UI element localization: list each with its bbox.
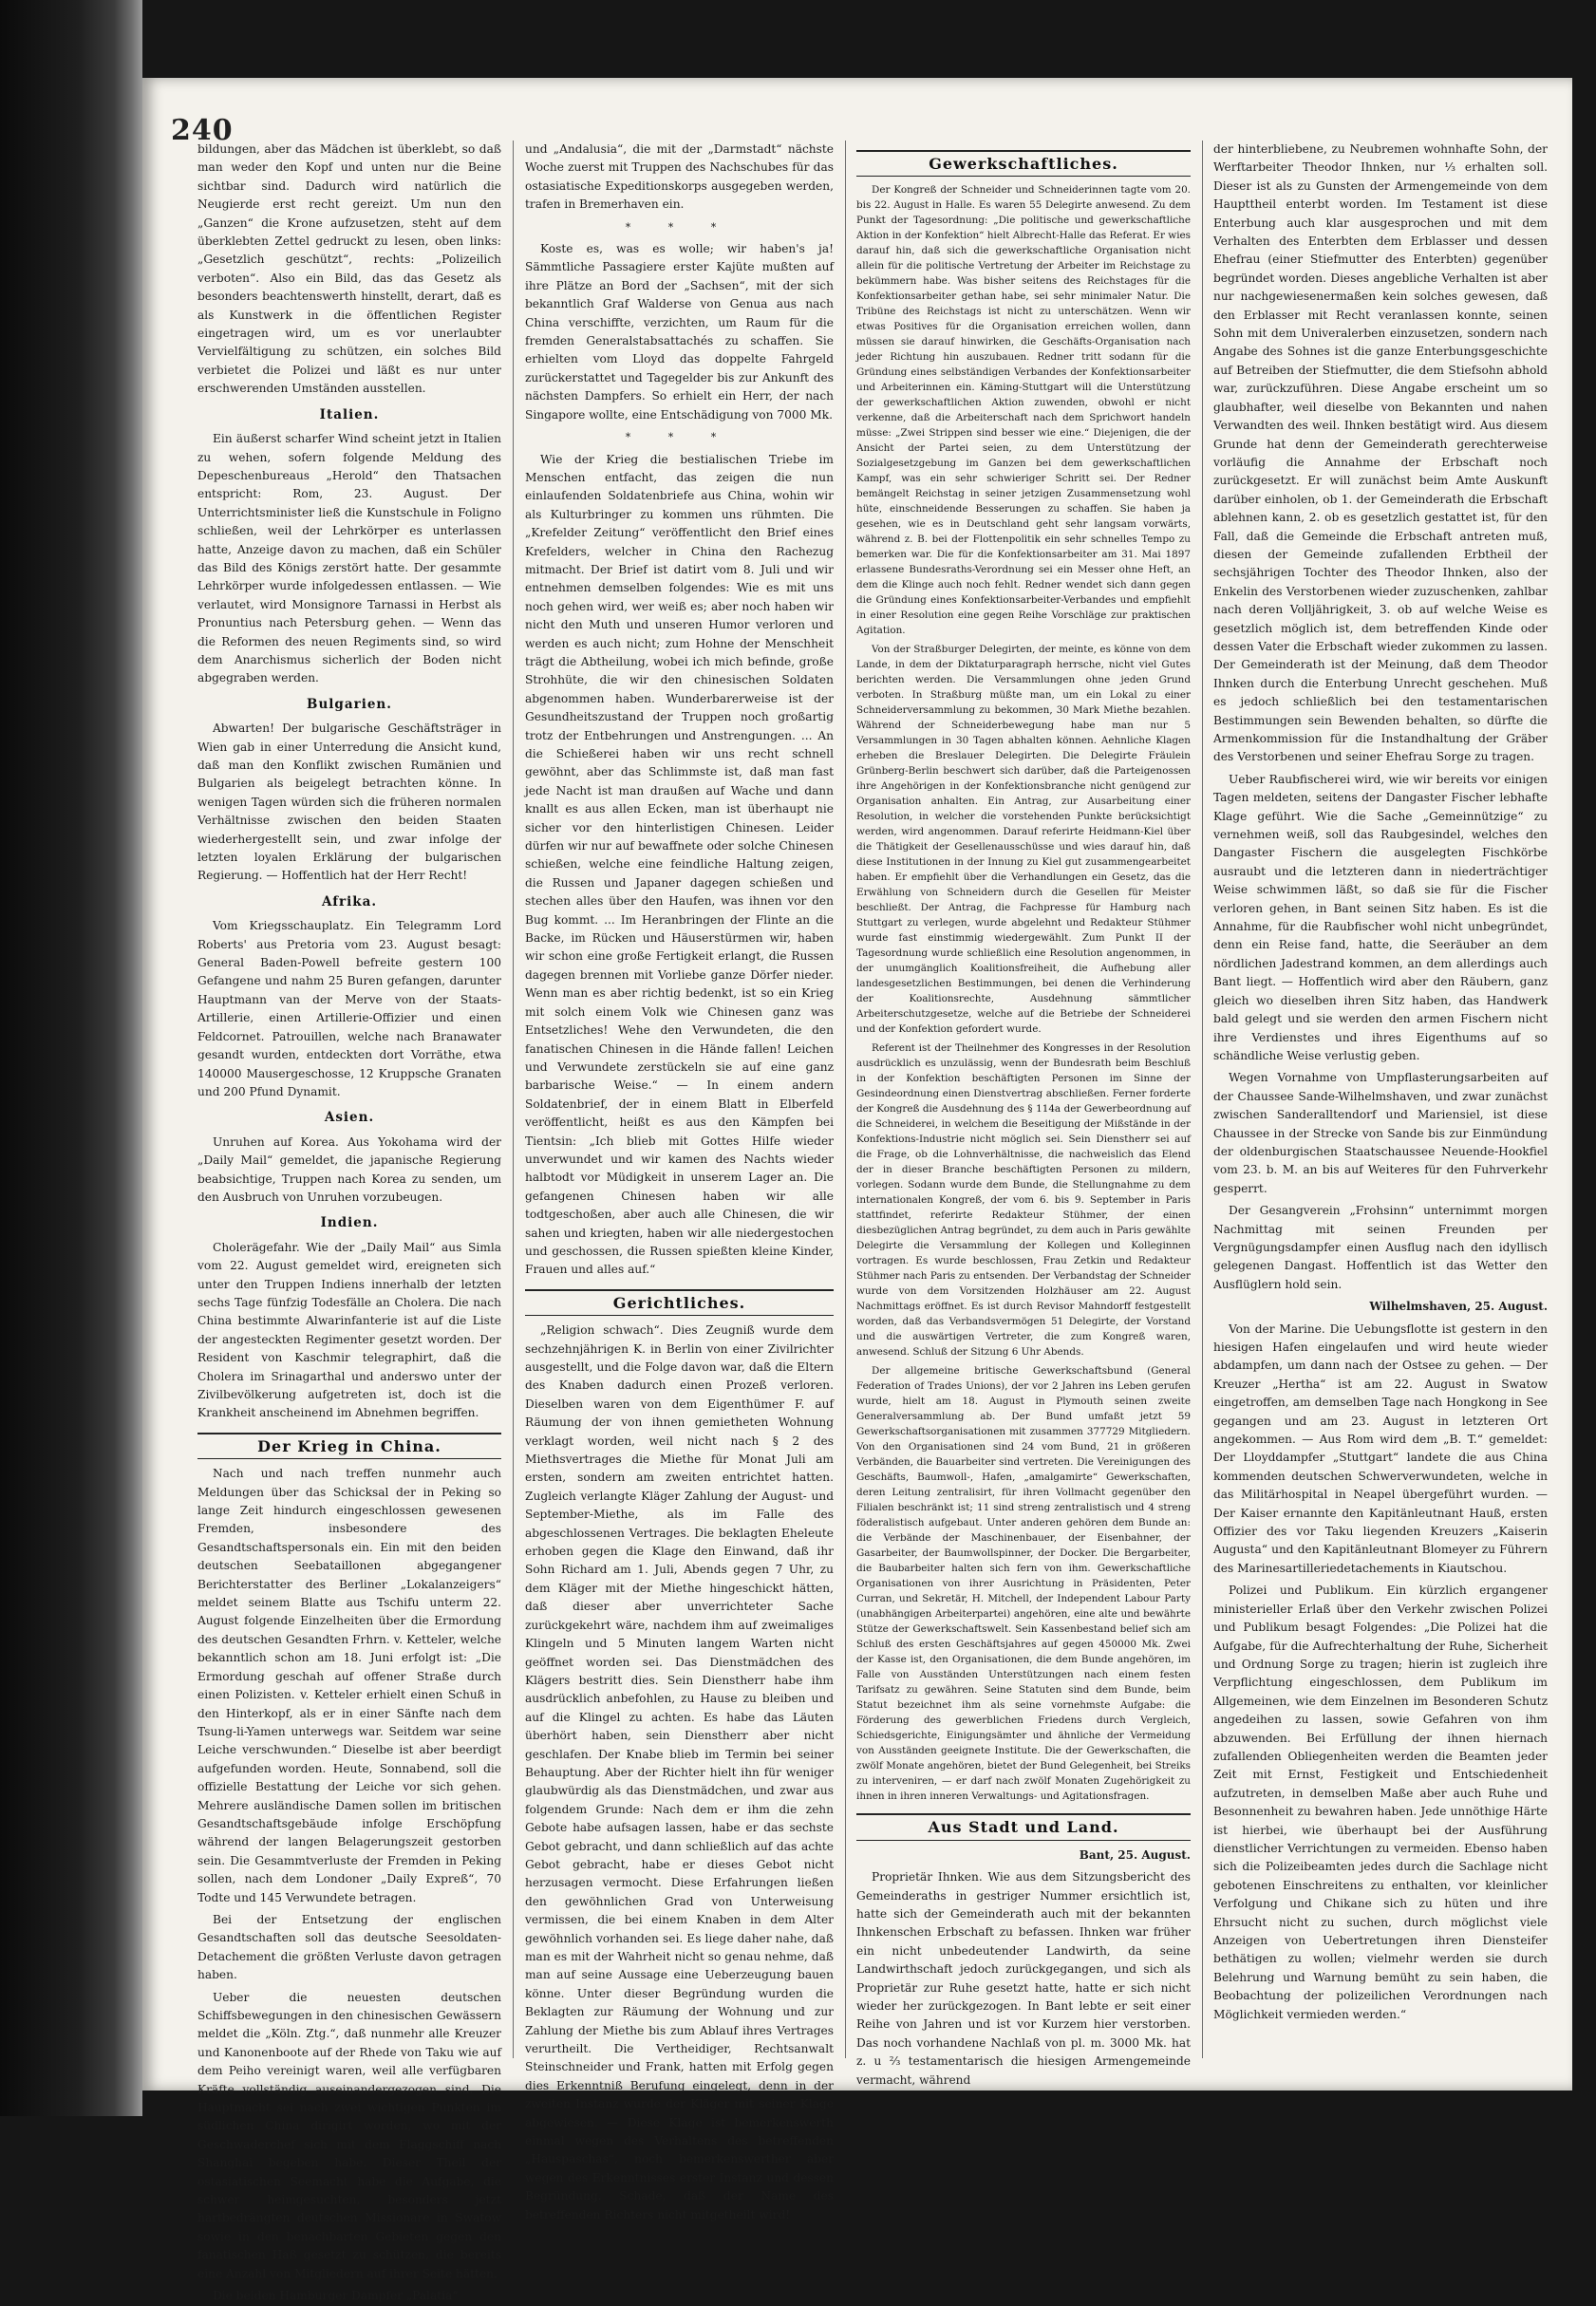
paragraph: und „Andalusia“, die mit der „Darmstadt“ nächste Woche zuerst mit Truppen des Nachschubes für das ostasiatische Expeditionskorps ausgegeben werden, trafen in Bremerhaven ein. (525, 142, 834, 212)
paragraph: Polizei und Publikum. Ein kürzlich ergangener ministerieller Erlaß über den Verkehr zwischen Polizei und Publikum besagt Folgendes: „Die Polizei hat die Aufgabe, für die Aufrechterhaltung der Ruhe, Sicherheit und Ordnung Sorge zu tragen; hierin ist zugleich ihre Verpflichtung eingeschlossen, dem Publikum im Allgemeinen, wie dem Einzelnen im Besonderen Schutz angedeihen zu lassen, sowie Gefahren von ihm abzuwenden. Bei Erfüllung der ihnen hiernach zufallenden Obliegenheiten werden die Beamten jeder Zeit mit Ernst, Festigkeit und Entschiedenheit aufzutreten, in demselben Maße aber auch Ruhe und Besonnenheit zu bewahren haben. Jede unnöthige Härte ist hierbei, wie überhaupt bei der Ausführung dienstlicher Verrichtungen zu vermeiden. Ebenso haben sich die Polizeibeamten jedes durch die Sachlage nicht gebotenen Einschreitens zu enthalten, vor kleinlicher Verfolgung und Chikane sich zu hüten und ihre Ehrsucht nicht zu suchen, durch möglichst viele Anzeigen von Uebertretungen ihren Diensteifer bethätigen zu wollen; vielmehr werden sie durch Belehrung und Warnung bemüht zu sein haben, die Beobachtung der polizeilichen Verordnungen nach Möglichkeit vermieden werden.“ (1213, 1584, 1548, 2021)
column-2 (525, 141, 834, 2222)
column-1 (197, 141, 501, 2303)
paragraph: Wegen Vornahme von Umpflasterungsarbeiten auf der Chaussee Sande-Wilhelmshaven, und zwar zunächst zwischen Sanderalltendorf und Mariensiel, ist diese Chaussee in der Strecke von Sande bis zur Einmündung der oldenburgischen Staatschaussee Neuende-Hookfiel vom 23. b. M. an bis auf Weiteres für den Fuhrverkehr gesperrt. (1213, 1071, 1548, 1195)
paragraph: Proprietär Ihnken. Wie aus dem Sitzungsbericht des Gemeinderaths in gestriger Nummer ersichtlich ist, hatte sich der Gemeinderath auch mit der bekannten Ihnkenschen Erbschaft zu befassen. Ihnken war früher ein nicht unbedeutender Landwirth, da seine Landwirthschaft jedoch zurückgegangen, und sich als Proprietär zur Ruhe gesetzt hatte, hatte er sich nicht wieder her zurückgezogen. In Bant lebte er seit einer Reihe von Jahren und ist vor Kurzem hier verstorben. Das noch vorhandene Nachlaß von pl. m. 3000 Mk. hat z. u ⅔ testamentarisch die hiesigen Armengemeinde vermacht, während (856, 1870, 1191, 2087)
paragraph: Von der Marine. Die Uebungsflotte ist gestern in den hiesigen Hafen eingelaufen und wird heute wieder abdampfen, um dann nach der Ostsee zu gehen. — Der Kreuzer „Hertha“ ist am 22. August in Swatow eingetroffen, am demselben Tage nach Hongkong in See gegangen und am 23. August in letzteren Ort angekommen. — Aus Rom wird dem „B. T.“ gemeldet: Der Lloyddampfer „Stuttgart“ landete die aus China kommenden deutschen Schwerverwundeten, welche in das Militärhospital in Neapel übergeführt wurden. — Der Kaiser ernannte den Kapitänleutnant Hauß, ersten Offizier des vor Taku liegenden Kreuzers „Kaiserin Augusta“ und den Kapitänleutnant Blomeyer zu Führern des Marinesartilleriedetachements in Kiautschou. (1213, 1322, 1548, 1575)
paragraph: Bei der Entsetzung der englischen Gesandtschaften soll das deutsche Seesoldaten-Detachement die größten Verluste davon getragen haben. (197, 1912, 501, 1982)
paragraph: der hinterbliebene, zu Neubremen wohnhafte Sohn, der Werftarbeiter Theodor Ihnken, nur ⅓ erhalten soll. Dieser ist als zu Gunsten der Armengemeinde von dem Haupttheil enterbt worden. Im Testament ist diese Enterbung auch klar ausgesprochen und mit dem Verhalten des Enterbten dem Erblasser und dessen Ehefrau (einer Stiefmutter des Enterbten) gegenüber begründet worden. Dieses angebliche Verhalten ist aber nur nachgewiesenermaßen kein solches gewesen, daß den Erblasser mit Recht veranlassen konnte, seinen Sohn mit dem Univeralerben einzusetzen, sondern nach Angabe des Sohnes ist die ganze Enterbungsgeschichte auf Betreiben der Stiefmutter, die dem Stiefsohn abhold war, zurückzuführen. Diese Angabe erscheint um so glaubhafter, weil dieselbe von Bekannten und nahen Verwandten des weil. Ihnken bestätigt wird. Aus diesem Grunde hat denn der Gemeinderath gerechterweise vorläufig die Annahme der Erbschaft noch zurückgesetzt. Er will zunächst beim Amte Auskunft darüber einholen, ob 1. der Gemeinderath die Erbschaft ablehnen kann, 2. ob es gesetzlich gestattet ist, für den Fall, daß die Gemeinde die Erbschaft antreten muß, diesen der Gemeinde zufallenden Erbtheil der sechsjährigen Tochter des Theodor Ihnken, also der Enkelin des Verstorbenen wieder zuzuschenken, zahlbar nach deren Volljährigkeit, 3. ob auf welche Weise es gesetzlich möglich ist, dem betreffenden Kinde oder dessen Vater die Erbschaft wieder zukommen zu lassen. Der Gemeinderath ist der Meinung, daß dem Theodor Ihnken durch die Enterbung Unrecht geschehen. Muß es jedoch schließlich bei den testamentarischen Bestimmungen sein Bewenden behalten, so dürfte die Armenkommission für die Instandhaltung der Gräber des Verstorbenen und seiner Ehefrau Sorge zu tragen. (1213, 142, 1548, 764)
separator-asterisks: * * * (625, 220, 734, 234)
column-rule (845, 141, 846, 2058)
paragraph: Der Kongreß der Schneider und Schneiderinnen tagte vom 20. bis 22. August in Halle. Es waren 55 Delegirte anwesend. Zu dem Punkt der Tagesordnung: „Die politische und gewerkschaftliche Aktion in der Konfektion“ hielt Albrecht-Halle das Referat. Er wies darauf hin, daß sich die gewerkschaftliche Organisation nicht allein für die politische Vertretung der Arbeiter im Reichstage zu bekümmern habe. Was bisher seitens des Reichstages für die Konfektionsarbeiter gethan habe, sei sehr minimaler Natur. Die Tribüne des Reichstags ist nicht zu unterschätzen. Wenn wir etwas Positives für die Organisation erreichen wollen, dann müssen sie darauf hinwirken, die Geschäfts-Organisation nach jeder Richtung hin auszubauen. Redner tritt sodann für die Gründung eines selbständigen Verbandes der Konfektionsarbeiter und Arbeiterinnen ein. Käming-Stuttgart will die Unterstützung der gewerkschaftlichen Aktion zuwenden, obwohl er nicht verkenne, daß die Arbeiterschaft nach dem Sprichwort handeln müsse: „Zwei Strippen sind besser wie eine.“ Diejenigen, die der Ansicht der Partei seien, zu dem Unterstützung der Sozialgesetzgebung im Ganzen bei dem gewerkschaftlichen Kampf, was ein sehr schwieriger Schritt sei. Der Redner bemängelt Reichstag in seiner jetzigen Zusammensetzung wohl hüte, einschneidende Besserungen zu schaffen. Sie haben ja gesehen, wie es in Deutschland geht sehr langsam vorwärts, während z. B. bei der Flottenpolitik ein sehr schnelles Tempo zu bemerken war. Die für die Konfektionsarbeiter am 31. Mai 1897 erlassene Bundesraths-Verordnung sei ein Messer ohne Heft, an dem die Klinge auch noch fehlt. Redner wendet sich dann gegen die Gründung eines Konfektionsarbeiter-Verbandes und empfiehlt in einer Resolution eine gegen Reihe Vorschläge zur praktischen Agitation. (856, 184, 1191, 637)
paragraph: Ein äußerst scharfer Wind scheint jetzt in Italien zu wehen, sofern folgende Meldung des Depeschenbureaus „Herold“ den Thatsachen entspricht: Rom, 23. August. Der Unterrichtsminister ließ die Kunstschule in Foligno schließen, weil der Lehrkörper es unterlassen hatte, Anzeige davon zu machen, daß ein Schüler das Bild des Königs zerstört hatte. Der gesammte Lehrkörper wurde infolgedessen entlassen. — Wie verlautet, wird Monsignore Tarnassi in Herbst als Pronuntius nach Petersburg gehen. — Wenn das die Reformen des neuen Regiments sind, so wird dem Anarchismus sicherlich der Boden nicht abgegraben werden. (197, 432, 501, 685)
section-heading: Asien. (324, 1110, 375, 1126)
newspaper-page (142, 78, 1572, 2303)
paragraph: Cholerägefahr. Wie der „Daily Mail“ aus Simla vom 22. August gemeldet wird, ereigneten sich unter den Truppen Indiens innerhalb der letzten sechs Tage fünfzig Todesfälle an Cholera. Die nach China bestimmte Alwarinfanterie ist auf die Liste der angesteckten Regimenter gesetzt worden. Der Resident von Kaschmir telegraphirt, daß die Cholera im Srinagarthal und anderswo unter der Zivilbevölkerung aufgetreten ist, doch ist die Krankheit anscheinend im Abnehmen begriffen. (197, 1240, 501, 1420)
paragraph: Vom Kriegsschauplatz. Ein Telegramm Lord Roberts' aus Pretoria vom 23. August besagt: General Baden-Powell befreite gestern 100 Gefangene und nahm 25 Buren gefangen, darunter Hauptmann van der Merve von der Staats-Artillerie, einen Artillerie-Offizier und einen Feldcornet. Patrouillen, welche nach Branawater gesandt wurden, entdeckten dort Vorräthe, etwa 140000 Mausergeschosse, 12 Kruppsche Granaten und 200 Pfund Dynamit. (197, 919, 501, 1098)
paragraph: Der allgemeine britische Gewerkschaftsbund (General Federation of Trades Unions), der vor 2 Jahren ins Leben gerufen wurde, hielt am 18. August in Plymouth seinen zweite Generalversammlung ab. Der Bund umfaßt jetzt 59 Gewerkschaftsorganisationen mit zusammen 377729 Mitgliedern. Von den Organisationen sind 24 vom Bund, 21 in größeren Verbänden, die Bauarbeiter sind vertreten. Die Vereinigungen des Geschäfts, Baumwoll-, Hafen, „amalgamirte“ Gewerkschaften, deren Leitung zentralisirt, für ihren Vollmacht gegenüber den Filialen beschränkt ist; 11 sind streng zentralistisch und 4 streng föderalistisch aufgebaut. Unter anderen gehören dem Bunde an: die Verbände der Maschinenbauer, der Eisenbahner, der Gasarbeiter, der Baumwollspinner, der Docker. Die Bergarbeiter, die Baubarbeiter halten sich fern von ihm. Gewerkschaftliche Organisationen von ihrer Ausrichtung in Präsidenten, Peter Curran, und Sekretär, H. Mitchell, der Independent Labour Party (unabhängigen Arbeiterpartei) angehören, eine alte und bewährte Stütze der Gewerkschaftswelt. Sein Kassenbestand belief sich am Schluß des ersten Geschäftsjahres auf gegen 450000 Mk. Zwei der Kasse ist, den Organisationen, die dem Bunde angehören, im Falle von Ausständen Unterstützungen nach einem festen Tarifsatz zu gewähren. Seine Statuten sind dem Bunde, beim Statut bezeichnet ihm als seine vornehmste Aufgabe: die Förderung des gewerblichen Friedens durch Vergleich, Schiedsgerichte, Einigungsämter und ähnliche der Vermeidung von Ausständen geeignete Institute. Die der Gewerkschaften, die zwölf Monate angehören, bietet der Bund Gelegenheit, bei Streiks zu interveniren, — er darf nach zwölf Monaten Zugehörigkeit zu ihnen in ihren inneren Verwaltungs- und Agitationsfragen. (856, 1365, 1191, 1803)
paragraph: Von der Straßburger Delegirten, der meinte, es könne von dem Lande, in dem der Diktaturparagraph herrsche, nicht viel Gutes berichten werden. Die Versammlungen ohne jeden Grund verboten. In Straßburg müßte man, um ein Lokal zu einer Schneiderversammlung zu bekommen, 30 Mark Miethe bezahlen. Während der Schneiderbewegung habe man nur 5 Versammlungen in 30 Tagen abhalten können. Aehnliche Klagen erheben die Breslauer Delegirten. Die Delegirte Fräulein Grünberg-Berlin beschwert sich darüber, daß die Parteigenossen ihre Angehörigen in der Konfektionsbranche nicht genügend zur Organisation anhalten. Ein Antrag, zur Ausarbeitung einer Resolution, in welcher die vorstehenden Punkte berücksichtigt werden, wird angenommen. Darauf referirte Heidmann-Kiel über die Thätigkeit der Gesellenausschüsse und wies darauf hin, daß diese Institutionen in der Innung zu Kiel gut zusammengearbeitet haben. Er empfiehlt über die Verhandlungen ein Gesetz, das die Erwählung von Schneidern durch die Gesellen für Meister beschließt. Der Antrag, die Fachpresse für Hamburg nach Stuttgart zu verlegen, wurde abgelehnt und Redakteur Stühmer wurde fast einstimmig wiedergewählt. Zum Punkt II der Tagesordnung wurde schließlich eine Resolution angenommen, in der unumgänglich Koalitionsfreiheit, die Aufhebung aller landesgesetzlichen Bestimmungen, bei denen die Verhinderung der Koalitionsrechte, Ausdehnung sämmtlicher Arbeiterschutzgesetze, welche auf die Betriebe der Schneiderei und der Konfektion gefordert wurde. (856, 644, 1191, 1036)
paragraph: Die beiden Hamburger Dampfer „Palatia“ (213, 2289, 459, 2303)
column-4 (1213, 141, 1548, 2058)
paragraph: Der Gesangverein „Frohsinn“ unternimmt morgen Nachmittag mit seinen Freunden per Vergnügungsdampfer einen Ausflug nach den idyllisch gelegenen Dangast. Hoffentlich ist das Wetter den Ausflüglern hold sein. (1213, 1204, 1548, 1291)
paragraph: Unruhen auf Korea. Aus Yokohama wird der „Daily Mail“ gemeldet, die japanische Regierung beabsichtige, Truppen nach Korea zu senden, um den Ausbruch von Unruhen vorzubeugen. (197, 1134, 501, 1204)
section-heading: Indien. (320, 1215, 379, 1231)
paragraph: bildungen, aber das Mädchen ist überklebt, so daß man weder den Kopf und unten nur die Beine sichtbar sind. Dadurch wird natürlich die Neugierde erst recht gereizt. Um nun den „Ganzen“ die Krone aufzusetzen, steht auf dem überklebten Zettel gedruckt zu lesen, oben links: „Gesetzlich geschützt“, rechts: „Polizeilich verboten“. Also ein Bild, das das Gesetz als besonders beachtenswerth hinstellt, derart, daß es als Kunstwerk in die öffentlichen Register eingetragen wird, um es vor unerlaubter Vervielfältigung zu schützen, ein solches Bild verbietet die Polizei und läßt es nur unter erschwerenden Umständen ausstellen. (197, 142, 501, 396)
paragraph: Referent ist der Theilnehmer des Kongresses in der Resolution ausdrücklich es unzulässig, wenn der Bundesrath beim Beschluß in der Konfektion beschäftigten Personen im Sinne der Gesindeordnung einen Dienstvertrag abschließen. Ferner forderte der Kongreß die Ausdehnung des § 114a der Gewerbeordnung auf die Schneiderei, in welchem die Beseitigung der Mißstände in der Konfektions-Industrie nicht möglich sei. Sein Dienstherr sei auf die Frage, ob die Lohnverhältnisse, die nachweislich das Elend der in dieser Branche beschäftigten Personen zu mildern, vorlegen. Sodann wurde dem Bunde, die Stellungnahme zu dem internationalen Kongreß, der vom 6. bis 9. September in Paris stattfindet, referirte Redakteur Stühmer, der einen diesbezüglichen Antrag begründet, zu dem auch in Paris gewählte Delegirte die Versammlung der Kollegen und Kolleginnen vortragen. Es wurde beschlossen, Frau Zetkin und Redakteur Stühmer nach Paris zu entsenden. Der Verbandstag der Schneider wurde von dem Vorsitzenden Holzhäuser am 22. August Nachmittags eröffnet. Es ist durch Revisor Mahndorff festgestellt worden, daß das Verbandsvermögen 51 Delegirte, der Vorstand und die auswärtigen Vertreter, die zum Kongreß waren, anwesend. Schluß der Sitzung 6 Uhr Abends. (856, 1042, 1191, 1359)
section-heading-major: Aus Stadt und Land. (856, 1813, 1191, 1840)
paragraph: Abwarten! Der bulgarische Geschäftsträger in Wien gab in einer Unterredung die Ansicht kund, daß man den Konflikt zwischen Rumänien und Bulgarien als beigelegt betrachten könne. In wenigen Tagen würden sich die früheren normalen Verhältnisse zwischen den beiden Staaten wiederhergestellt sein, und zwar infolge der letzten loyalen Erklärung der bulgarischen Regierung. — Hoffentlich hat der Herr Recht! (197, 722, 501, 883)
section-heading-major: Gewerkschaftliches. (856, 150, 1191, 177)
column-rule (1202, 141, 1203, 2058)
separator-asterisks: * * * (625, 431, 734, 444)
column-3 (856, 141, 1191, 2087)
paragraph: Ueber die neuesten deutschen Schiffsbewegungen in den chinesischen Gewässern meldet die „Köln. Ztg.“, daß nunmehr alle Kreuzer und Kanonenboote auf der Rhede von Taku wie auf dem Peiho vereinigt waren, weil alle verfügbaren Kräfte vollständig auseinandergezogen sind. Die Hauptmacht sei nach zwei wichtigen Punkten im südlichen China dirigirt worden, wo mit der Geschwaderchef sich mit dem Flaggschiff nach Shanghai begeben habe. Dieser Theil der ostasiatischen Seemacht habe die Aufgabe, die schwer heimgesuchten, besonders jetzt hartbedrängten deutschen Missionare in Swatow sowie in den benachbarten Gebieten gegen den fanatischen Haß gesetzt zu schützen, die bereits eine Anzahl von Mitgliedern auf ihrer Seite hätten. (197, 1990, 501, 2280)
section-heading: Bulgarien. (307, 696, 392, 712)
paragraph: Ueber Raubfischerei wird, wie wir bereits vor einigen Tagen meldeten, seitens der Dangaster Fischer lebhafte Klage geführt. Wie die Sache „Gemeinnützige“ zu vernehmen weiß, soll das Raubgesindel, welches den Dangaster Fischern die ausgelegten Fischkörbe ausraubt und die letzteren dann in niederträchtiger Weise schwimmen läßt, so daß sie für die Fischer verloren gehen, in Bant seinen Sitz haben. Es ist die Annahme, für die Raubfischer wohl nicht unbegründet, denn ein Reise fand, hatte, die Seeräuber an dem nördlichen Jadestrand kommen, an dem allerdings auch Bant liegt. — Hoffentlich wird aber den Räubern, ganz gleich wo dieselben ihren Sitz haben, das Handwerk bald gelegt und sie werden den armen Fischern nicht ihre Verdienstes und ihres Eigenthums auf so schändliche Weise verlustig geben. (1213, 772, 1548, 1062)
section-heading-major: Der Krieg in China. (197, 1433, 501, 1459)
paragraph: Nach und nach treffen nunmehr auch Meldungen über das Schicksal der in Peking so lange Zeit hindurch eingeschlossen gewesenen Fremden, insbesondere des Gesandtschaftspersonals ein. Ein mit den beiden deutschen Seebataillonen abgegangener Berichterstatter des Berliner „Lokalanzeigers“ meldet seinem Blatte aus Tschifu unterm 22. August folgende Einzelheiten über die Ermordung des deutschen Gesandten Frhrn. v. Ketteler, welche bekanntlich schon am 18. Juni erfolgt ist: „Die Ermordung geschah auf offener Straße durch einen Polizisten. v. Ketteler erhielt einen Schuß in den Hinterkopf, als er in einer Sänfte nach dem Tsung-li-Yamen unterwegs war. Seitdem war seine Leiche verschwunden.“ Dieselbe ist aber beerdigt aufgefunden worden. Heute, Sonnabend, soll die offizielle Bestattung der Leiche vor sich gehen. Mehrere ausländische Damen sollen im britischen Gesandtschaftsgebäude infolge Erschöpfung während der langen Belagerungszeit gestorben sein. Die Gesammtverluste der Fremden in Peking sollen, nach dem Londoner „Daily Expreß“, 70 Todte und 145 Verwundete betragen. (197, 1467, 501, 1904)
paragraph: „Religion schwach“. Dies Zeugniß wurde dem sechzehnjährigen K. in Berlin von einer Zivilrichter ausgestellt, und die Folge davon war, daß die Eltern des Knaben dadurch einen Prozeß verloren. Dieselben waren von dem Eigenthümer F. auf Räumung der von ihnen gemietheten Wohnung verklagt worden, weil nicht nach § 2 des Miethsvertrages die Miethe für Monat Juli am ersten, sondern am zweiten entrichtet hatten. Zugleich verlangte Kläger Zahlung der August- und September-Miethe, als im Falle des abgeschlossenen Vertrages. Die beklagten Eheleute erhoben gegen die Klage den Einwand, daß ihr Sohn Richard am 1. Juli, Abends gegen 7 Uhr, zu dem Kläger mit der Miethe hingeschickt hätten, daß dieser aber unverrichteter Sache zurückgekehrt wäre, nachdem ihm auf zweimaliges Klingeln und 5 Minuten langem Warten nicht geöffnet worden sei. Das Dienstmädchen des Klägers bestritt dies. Sein Dienstherr habe ihm ausdrücklich anbefohlen, zu Hause zu bleiben und auf die Klingel zu achten. Es habe das Läuten überhört haben, sein Dienstherr aber nicht geschlafen. Der Knabe blieb im Termin bei seiner Behauptung. Aber der Richter hielt ihn für weniger glaubwürdig als das Dienstmädchen, und zwar aus folgendem Grunde: Nach dem er ihm die zehn Gebote habe aufsagen lassen, habe er das sechste Gebot gebracht, und dann schließlich auf das achte Gebot gebracht, habe er dieses Gebot nicht herzusagen vermocht. Diese Erfahrungen ließen den gewöhnlichen Grad von Unterweisung vermissen, die bei einem Knaben in dem Alter gewöhnlich vorhanden sei. Es liege daher nahe, daß man es mit der Wahrheit nicht so genau nehme, daß man auf seine Aussage eine Ueberzeugung bauen könne. Unter dieser Begründung wurden die Beklagten zur Räumung der Wohnung und zur Zahlung der Miethe bis zum Ablauf ihres Vertrages verurtheilt. Die Vertheidiger, Rechtsanwalt Steinschneider und Frank, hatten mit Erfolg gegen dies Erkenntniß Berufung eingelegt, denn in der zweiten Instanz wurde der Kläger mit seiner Klage abgewiesen. — Diese Klage ist bemerkenswerth einmal wegen des Verhaltens des betreffenden „Hauspaschas“, noch bemerkenswerther aber wegen des Erkenntnisses erster Instanz und dessen Begründung. Schade, daß der Name des betreffenden Richters nicht mitgetheilt wird! (525, 1323, 834, 2222)
paragraph: Wie der Krieg die bestialischen Triebe im Menschen entfacht, das zeigen die nun einlaufenden Soldatenbriefe aus China, wohin wir als Kulturbringer zu kommen uns rühmten. Die „Krefelder Zeitung“ veröffentlicht den Brief eines Krefelders, welcher in China den Rachezug mitmacht. Der Brief ist datirt vom 8. Juli und wir entnehmen demselben folgendes: Wie es mit uns noch gehen wird, wer weiß es; aber noch haben wir nicht den Muth und unseren Humor verloren und werden es auch nicht; zum Hohne der Menschheit trägt die Abtheilung, wobei ich mich befinde, große Strohhüte, die wir den chinesischen Soldaten abgenommen haben. Wunderbarerweise ist der Gesundheitszustand der Truppen noch großartig trotz der Entbehrungen und Anstrengungen. ... An die Schießerei haben wir uns recht schnell gewöhnt, aber das Schlimmste ist, daß man fast jede Nacht ist man draußen auf Wache und dann knallt es aus allen Ecken, man ist überhaupt nie sicher vor den hinterlistigen Chinesen. Leider dürfen wir nur auf bewaffnete oder solche Chinesen schießen, welche eine feindliche Haltung zeigen, die Russen und Japaner dagegen schießen und stechen alles über den Haufen, was ihnen vor den Bug kommt. ... Im Heranbringen der Flinte an die Backe, im Rücken und Häuserstürmen wir, haben wir schon eine große Fertigkeit erlangt, die Russen dagegen brennen mit Vorliebe ganze Dörfer nieder. Wenn man es aber richtig bedenkt, ist so ein Krieg mit solch einem Volk wie Chinesen ganz was Entsetzliches! Wehe den Verwundeten, die den fanatischen Chinesen in die Hände fallen! Leichen und Verwundete zerstückeln sie auf eine ganz barbarische Weise.“ — In einem andern Soldatenbrief, der in einem Blatt in Elberfeld veröffentlicht, heißt es aus den Kämpfen bei Tientsin: „Ich blieb mit Gottes Hilfe wieder unverwundet und wir kamen des Nachts wieder halbtodt vor Müdigkeit in unserem Lager an. Die gefangenen Chinesen haben wir alle todtgeschoßen, aber auch alle Chinesen, die wir sahen und kriegten, haben wir alle niedergestochen und geschossen, die Russen spießten kleine Kinder, Frauen und alles auf.“ (525, 452, 834, 1277)
dateline: Bant, 25. August. (1079, 1847, 1191, 1862)
section-heading: Italien. (319, 406, 380, 422)
section-heading: Afrika. (321, 893, 378, 909)
column-rule (513, 141, 514, 2058)
page-number: 240 (171, 114, 234, 147)
dateline: Wilhelmshaven, 25. August. (1369, 1300, 1548, 1314)
paragraph: Koste es, was es wolle; wir haben's ja! Sämmtliche Passagiere erster Kajüte mußten auf ihre Plätze an Bord der „Sachsen“, mit der sich bekanntlich Graf Walderse von Genua aus nach China verschiffte, verzichten, um Raum für die fremden Generalstabsattachés zu schaffen. Sie erhielten vom Lloyd das doppelte Fahrgeld zurückerstattet und Tagegelder bis zur Ankunft des nächsten Dampfers. So erhielt ein Herr, der nach Singapore wollte, eine Entschädigung von 7000 Mk. (525, 242, 834, 422)
book-binding (0, 0, 142, 2116)
section-heading-major: Gerichtliches. (525, 1289, 834, 1316)
